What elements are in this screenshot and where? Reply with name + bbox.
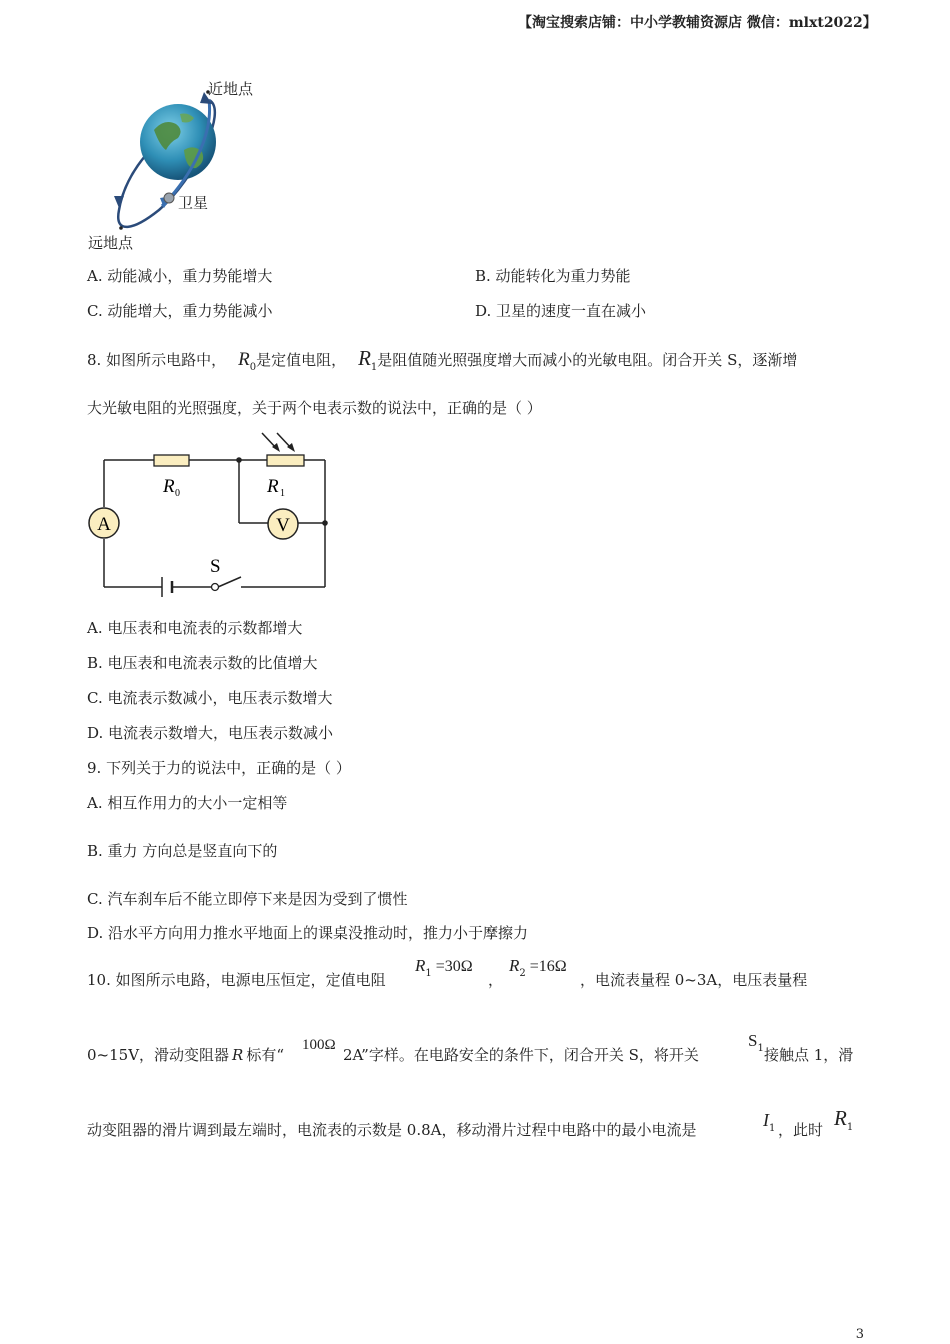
q8-stem-line2: 大光敏电阻的光照强度，关于两个电表示数的说法中，正确的是（ ） [87,399,542,417]
voltmeter-label: V [276,515,290,536]
q10-stem-line2a: 0~15V，滑动变阻器 R 标有“ [87,1046,285,1064]
q10-rating: 100Ω [302,1037,336,1053]
r1-label-sub: 1 [280,488,285,499]
switch-lever [218,577,241,587]
r0-label-sub: 0 [175,488,180,499]
q8-stem-line1: 8. 如图所示电路中， $R_0$是定值电阻， $R_1$是阻值随光照强度增大而减小的光敏电阻。闭合开关 S，逐渐增 [87,346,798,373]
q9-stem: 9. 下列关于力的说法中，正确的是（ ） [87,759,351,777]
q10-stem-line3a: 动变阻器的滑片调到最左端时，电流表的示数是 0.8A，移动滑片过程中电路中的最小电流是 [87,1121,697,1139]
q10-s1-symbol: $S_1$ [748,1031,764,1054]
apogee-label: 远地点 [88,234,134,252]
q10-comma: ， [488,971,504,989]
q9-option-b: B. 重力 方向总是竖直向下的 [87,842,278,860]
page-number: 3 [855,1327,864,1342]
q9-option-a: A. 相互作用力的大小一定相等 [87,794,288,812]
switch-contact [212,584,219,591]
q10-stem-line2c: 2A”字样。在电路安全的条件下，闭合开关 S，将开关 [343,1046,699,1064]
perigee-label: 近地点 [208,80,254,98]
q8-option-b: B. 电压表和电流表示数的比值增大 [87,654,318,672]
r1-label: R [267,476,279,497]
satellite-label: 卫星 [178,194,209,212]
circuit-diagram-q8 [84,425,344,605]
photoresistor-r1 [267,455,304,466]
q10-stem-line2d: 接触点 1，滑 [764,1046,854,1064]
q8-option-c: C. 电流表示数减小，电压表示数增大 [87,689,333,707]
q7-option-d: D. 卫星的速度一直在减小 [475,302,647,320]
switch-label: S [210,556,221,577]
q8-option-a: A. 电压表和电流表的示数都增大 [87,619,303,637]
q10-stem-line1a: 10. 如图所示电路，电源电压恒定，定值电阻 [87,971,386,989]
q8-option-d: D. 电流表示数增大，电压表示数减小 [87,724,334,742]
satellite-icon [164,193,174,203]
resistor-r0 [154,455,189,466]
q10-i1-symbol: $I_1$ [763,1110,776,1134]
page-header: 【淘宝搜索店铺：中小学教辅资源店 微信：mlxt2022】 [518,15,877,31]
q9-option-c: C. 汽车刹车后不能立即停下来是因为受到了惯性 [87,890,408,908]
r0-label: R [163,476,175,497]
q7-option-b: B. 动能转化为重力势能 [475,267,631,285]
q10-r1-end-symbol: $R_1$ [834,1106,854,1133]
orbit-arrow-left [114,196,124,208]
q10-stem-line3b: ，此时 [778,1121,824,1139]
q7-option-c: C. 动能增大，重力势能减小 [87,302,273,320]
ammeter-label: A [97,514,111,535]
q9-option-d: D. 沿水平方向用力推水平地面上的课桌没推动时，推力小于摩擦力 [87,924,529,942]
q10-stem-line1b: ，电流表量程 0~3A，电压表量程 [580,971,808,989]
q10-r2-formula: $R_2 =16\Omega$ [509,956,567,979]
q7-option-a: A. 动能减小，重力势能增大 [87,267,273,285]
q10-r1-formula: $R_1 =30\Omega$ [415,956,473,979]
